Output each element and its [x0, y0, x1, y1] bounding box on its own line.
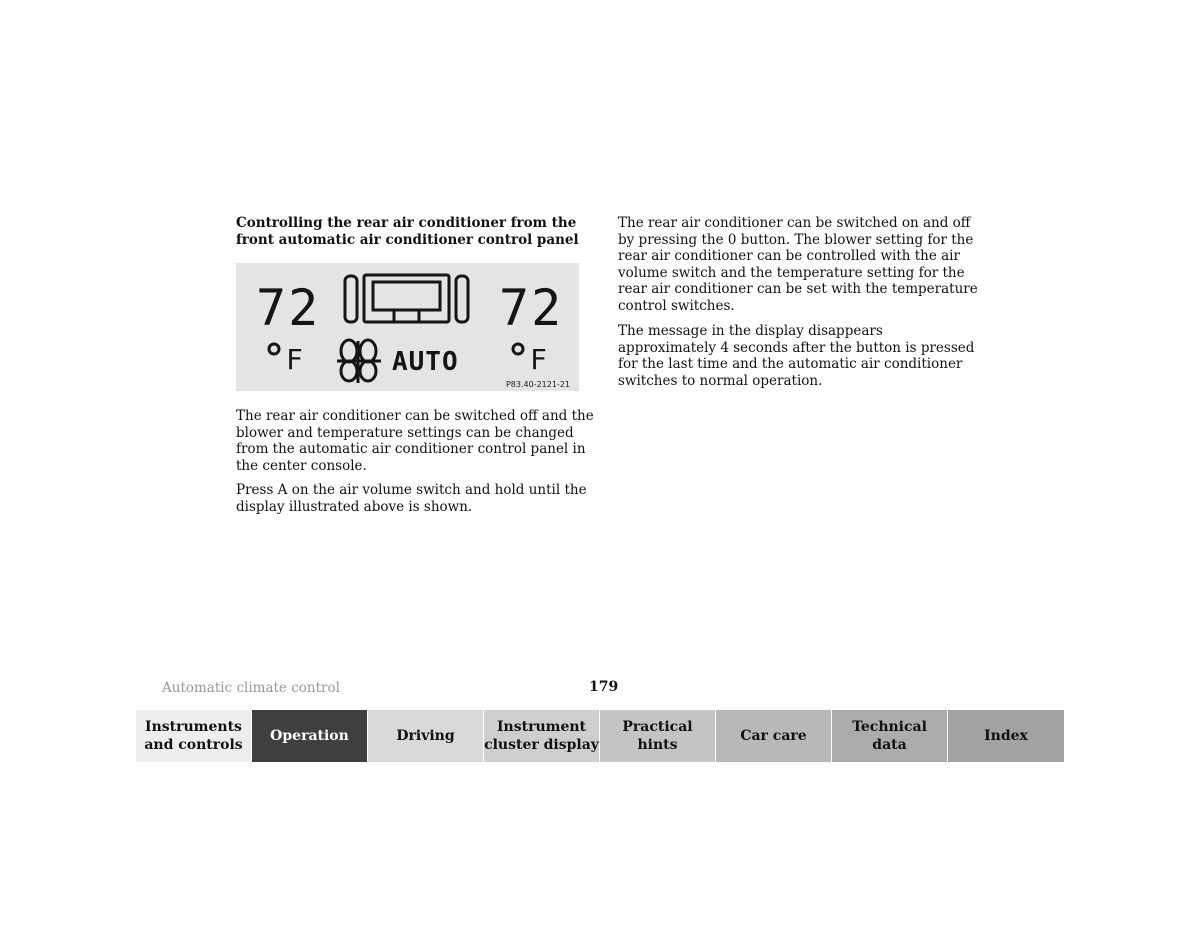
page-number: 179 — [589, 679, 619, 695]
degree-symbol-left — [269, 344, 279, 354]
fan-icon — [337, 340, 381, 383]
chapter-tab-bar — [136, 710, 1064, 762]
degree-symbol-right — [513, 344, 523, 354]
tab-operation[interactable]: Operation — [252, 710, 368, 762]
left-paragraph-1: The rear air conditioner can be switched off and the blower and temperature settings can be changed from the automatic air conditioner control panel in the center console. — [236, 408, 594, 474]
lcd-display-graphic — [236, 263, 579, 391]
tab-index[interactable]: Index — [948, 710, 1064, 762]
right-paragraph-2: The message in the display disappears approximately 4 seconds after the button is pressed for the last time and the automatic air conditioner switches to normal operation. — [618, 323, 975, 389]
tab-driving[interactable]: Driving — [368, 710, 484, 762]
climate-display-illustration — [236, 263, 579, 391]
right-paragraph-1: The rear air conditioner can be switched on and off by pressing the 0 button. The blower setting for the rear air conditioner can be controlled with the air volume switch and the temperature setting for the rear air conditioner can be set with the temperature control switches. — [618, 215, 978, 314]
section-heading: Controlling the rear air conditioner from the front automatic air conditioner control panel — [236, 215, 579, 248]
right-temperature: 72 — [499, 279, 564, 337]
tab-instrument-cluster-display[interactable]: Instrument cluster display — [484, 710, 600, 762]
tab-technical-data[interactable]: Technical data — [832, 710, 948, 762]
figure-code: P83.40-2121-21 — [505, 380, 570, 389]
left-temperature: 72 — [256, 279, 321, 337]
left-paragraph-2: Press A on the air volume switch and hold until the display illustrated above is shown. — [236, 482, 587, 515]
tab-practical-hints[interactable]: Practical hints — [600, 710, 716, 762]
tab-car-care[interactable]: Car care — [716, 710, 832, 762]
tab-instruments-and-controls[interactable]: Instruments and controls — [136, 710, 252, 762]
auto-mode-label: AUTO — [392, 347, 459, 377]
left-unit: F — [286, 343, 303, 376]
rear-climate-icon — [345, 275, 468, 322]
right-unit: F — [530, 343, 547, 376]
footer-section-title: Automatic climate control — [162, 680, 340, 696]
